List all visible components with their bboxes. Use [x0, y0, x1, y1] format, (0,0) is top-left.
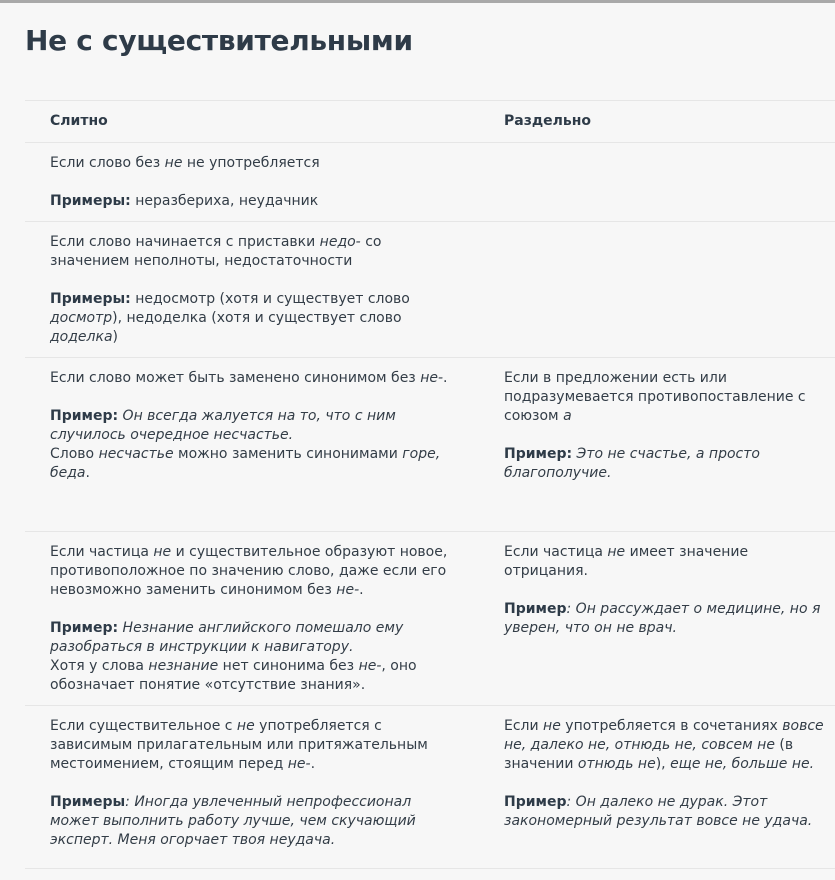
- example-text: Пример: Это не счастье, а просто благополучие.: [504, 446, 760, 481]
- top-divider: [0, 0, 835, 3]
- cell-together: [25, 706, 479, 861]
- example-text: Пример: Он далеко не дурак. Этот закономерный результат вовсе не удача.: [504, 794, 813, 829]
- cell-together: [25, 143, 479, 222]
- rules-table: [25, 100, 835, 860]
- table-row: [25, 143, 835, 222]
- example-text: Примеры: неразбериха, неудачник: [50, 193, 319, 209]
- example-text: Примеры: Иногда увлеченный непрофессионал может выполнить работу лучше, чем скучающий эксперт. Меня огорчает твоя неудача.: [50, 794, 416, 848]
- rule-text: Если слово может быть заменено синонимом без не-.: [50, 370, 448, 386]
- example-text: Пример: Он рассуждает о медицине, но я уверен, что он не врач.: [504, 601, 821, 636]
- cell-separately: [479, 532, 835, 706]
- rule-text: Если слово без не не употребляется: [50, 155, 320, 171]
- cell-separately: [479, 143, 835, 222]
- example-text: Примеры: недосмотр (хотя и существует слово досмотр), недоделка (хотя и существует слово доделка): [50, 291, 410, 345]
- table-row: [25, 222, 835, 358]
- example-text: Пример: Незнание английского помешало ему разобраться в инструкции к навигатору. Хотя у слова незнание нет синонима без не-, оно обозначает понятие «отсутствие знания».: [50, 620, 417, 693]
- rule-text: Если слово начинается с приставки недо- со значением неполноты, недостаточности: [50, 234, 382, 269]
- cell-together: [25, 222, 479, 358]
- table-row: [25, 532, 835, 706]
- bottom-divider: [25, 868, 835, 869]
- table-row: [25, 706, 835, 861]
- rule-text: Если существительное с не употребляется с зависимым прилагательным или притяжательным местоимением, стоящим перед не-.: [50, 718, 428, 772]
- header-together: Слитно: [25, 101, 479, 143]
- rule-text: Если в предложении есть или подразумевается противопоставление с союзом а: [504, 370, 806, 424]
- rule-text: Если частица не и существительное образуют новое, противоположное по значению слово, даже если его невозможно заменить синонимом без не-.: [50, 544, 448, 598]
- table-header-row: [25, 101, 835, 143]
- cell-together: [25, 358, 479, 532]
- cell-separately: [479, 222, 835, 358]
- rule-text: Если не употребляется в сочетаниях вовсе не, далеко не, отнюдь не, совсем не (в значении отнюдь не), еще не, больше не.: [504, 718, 824, 772]
- rule-text: Если частица не имеет значение отрицания.: [504, 544, 749, 579]
- page-title: Не с существительными: [25, 24, 413, 57]
- cell-together: [25, 532, 479, 706]
- header-separately: Раздельно: [479, 101, 835, 143]
- table-row: [25, 358, 835, 532]
- cell-separately: [479, 358, 835, 532]
- example-text: Пример: Он всегда жалуется на то, что с ним случилось очередное несчастье. Слово несчастье можно заменить синонимами горе, беда.: [50, 408, 441, 481]
- cell-separately: [479, 706, 835, 861]
